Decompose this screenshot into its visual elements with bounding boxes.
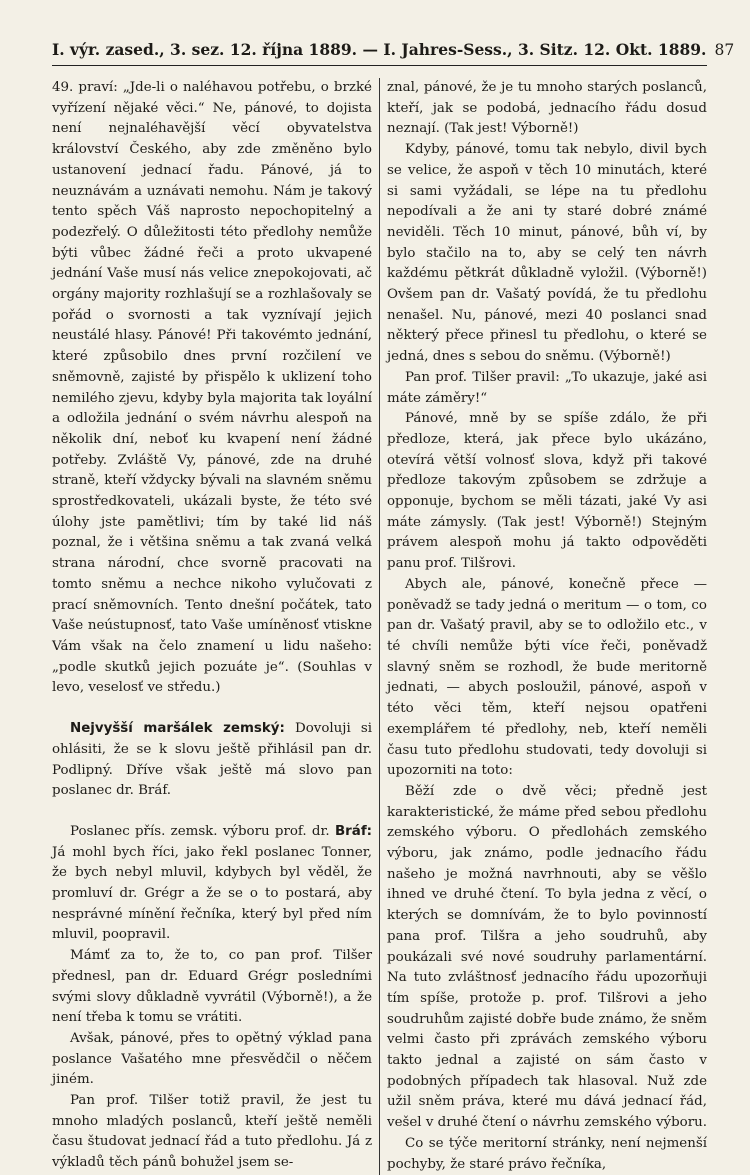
page-number: 87 [714,41,735,59]
right-column [387,78,707,1175]
speech-text: Dovoluji si ohlásiti, že se k slovu ještě přihlásil pan dr. Podlipný. Dříve však ještě má slovo pan poslanec dr. Bráf. [52,721,372,799]
column-divider [379,78,380,1175]
paragraph [52,719,372,802]
running-head: I. výr. zased., 3. sez. 12. října 1889. — I. Jahres-Sess., 3. Sitz. 12. Okt. 1889. [52,40,707,59]
paragraph: Pan prof. Tilšer totiž pravil, že jest tu mnoho mladých poslanců, kteří ještě neměli času študovat jednací řád a tuto předlohu. Já z výkladů těch pánů bohužel jsem se- [52,1093,372,1171]
paragraph: 49. praví: „Jde-li o naléhavou potřebu, o brzké vyřízení nějaké věci.“ Ne, pánové, to dojista není nejnaléhavější věcí obyvatelstva království Českého, aby zde změněno bylo ustanovení jednací řadu. Pánové, já to neuznávám a uznávati nemohu. Nám je takový tento spěch Váš naprosto nepochopitelný a podezřelý. O důležitosti této předlohy nemůže býti vůbec žádné řeči a proto ukvapené jednání Vaše musí nás velice znepokojovati, ač orgány majority rozhlašují se a rozhlašovaly se pořád o svornosti a tak vyznívají jejich neustálé hlasy. Pánové! Při takovémto jednání, které způsobilo dnes první rozčilení ve sněmovně, zajisté by přispělo k uklizení toho nemilého zjevu, kdyby byla majorita tak loyální a odložila jednání o svém návrhu alespoň na několik dní, neboť ku kvapení není žádné potřeby. Zvláště Vy, pánové, zde na druhé straně, kteří vždycky bývali na slavném sněmu sprostředkovateli, ukázali byste, že této své úlohy jste pamětlivi; tím by také lid náš poznal, že i většina sněmu a tak zvaná velká strana národní, chce svorně pracovati na tomto sněmu a nechce nikoho vylučovati z prací sněmovních. Tento dnešní počátek, tato Vaše neústupnosť, tato Vaše umíněnosť vtiskne Vám však na čelo znamení u lidu našeho: „podle skutků jejich pozuáte je“. (Souhlas v levo, veselosť ve středu.) [52,80,372,696]
speaker-name: Bráf: [334,823,372,839]
paragraph: Kdyby, pánové, tomu tak nebylo, divil bych se velice, že aspoň v těch 10 minutách, které si sami vyžádali, se lépe na tu předlohu nepodívali a že ani ty staré dobré známé neviděli. Těch 10 minut, pánové, bůh ví, by bylo stačilo na to, aby se celý ten návrh každému pětkrát důkladně vyložil. (Výborně!) Ovšem pan dr. Vašatý povídá, že tu předlohu nenašel. Nu, pánové, mezi 40 poslanci snad některý přece přinesl tu předlohu, o které se jedná, dnes s sebou do sněmu. (Výborně!) [387,142,707,365]
paragraph [52,822,372,946]
paragraph: znal, pánové, že je tu mnoho starých poslanců, kteří, jak se podobá, jednacího řádu dosud neznají. (Tak jest! Výborně!) [387,80,707,137]
paragraph: Pan prof. Tilšer pravil: „To ukazuje, jaké asi máte záměry!“ [387,369,707,406]
page-header [52,40,735,66]
paragraph: Běží zde o dvě věci; předně jest karakteristické, že máme před sebou předlohu zemského výboru. O předlohách zemského výboru, jak známo, podle jednacího řádu našeho je možná navrhnouti, aby se věšlo ihned ve druhé čtení. To byla jedna z věcí, o kterých se domnívám, že to bylo povinností pana prof. Tilšra a jeho soudruhů, aby poukázali své nové soudruhy parlamentární. Na tuto zvláštnosť jednacího řádu upozorňuji tím spíše, protože p. prof. Tilšrovi a jeho soudruhům zajisté dobře bude známo, že sněm velmi často při zprávách zemského výboru takto jednal a zajisté on sám často v podobných případech tak hlasoval. Nuž zde užil sněm práva, které mu dává jednací řád, vešel v druhé čtení o návrhu zemského výboru. [387,783,707,1131]
text-columns [52,78,707,1175]
paragraph: Pánové, mně by se spíše zdálo, že při předloze, která, jak přece bylo ukázáno, otevírá větší volnosť slova, když při takové předloze takovým způsobem se zdržuje a opponuje, bychom se měli tázati, jaké Vy asi máte zámysly. (Tak jest! Výborně!) Stejným právem alespoň mohu já takto odpověděti panu prof. Tilšrovi. [387,411,707,572]
paragraph: Abych ale, pánové, konečně přece — poněvadž se tady jedná o meritum — o tom, co pan dr. Vašatý pravil, aby se to odložilo etc., v té chvíli nemůže býti více řeči, poněvadž slavný sněm se rozhodl, že bude meritorně jednati, — abych posloužil, pánové, aspoň v této věci těm, kteří nejsou opatřeni exemplářem té předlohy, neb, kteří neměli času tuto předlohu studovati, tedy dovoluji si upozorniti na toto: [387,576,707,779]
speaker-intro: Poslanec přís. zemsk. výboru prof. dr. [70,823,330,839]
paragraph: Avšak, pánové, přes to opětný výklad pana poslance Vašatého mne přesvědčil o něčem jiném. [52,1030,372,1088]
speaker-name: Nejvyšší maršálek zemský: [70,721,285,737]
paragraph: Co se týče meritorní stránky, není nejmenší pochyby, že staré právo řečníka, [387,1135,707,1172]
speech-text: Já mohl bych říci, jako řekl poslanec Tonner, že bych nebyl mluvil, kdybych byl věděl, že promluví dr. Grégr a že se o to postará, aby nesprávné mínění řečníka, který byl před ním mluvil, poopravil. [52,844,372,943]
paragraph: Mámť za to, že to, co pan prof. Tilšer přednesl, pan dr. Eduard Grégr posledními svými slovy důkladně vyvrátil (Výborně!), a že není třeba k tomu se vrátiti. [52,948,372,1026]
left-column [52,78,372,1175]
